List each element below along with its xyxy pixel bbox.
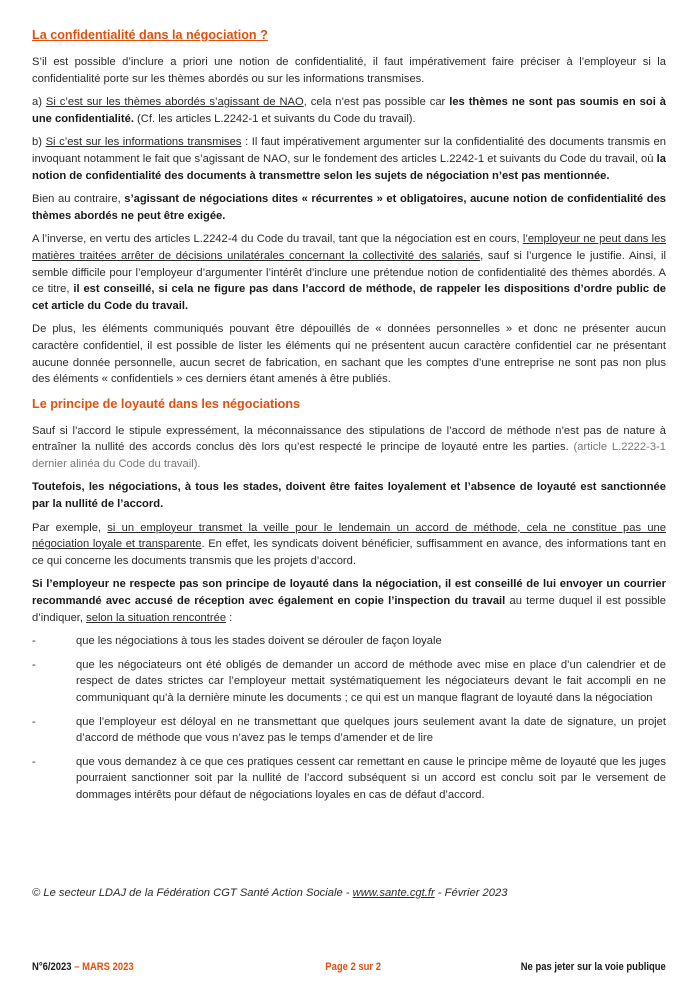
dash-bullet: - xyxy=(32,658,36,671)
list-item xyxy=(32,657,666,707)
text: au terme duquel il est possible d’indiquer, xyxy=(32,595,667,624)
footer-issue xyxy=(32,961,134,973)
bold-text: Si l’employeur ne respecte pas son principe de loyauté dans la négociation, il est conseillé de lui envoyer un courrier recommandé avec accusé de réception avec également en copie l’inspection du travail xyxy=(32,578,666,608)
footer-notice: Ne pas jeter sur la voie publique xyxy=(520,961,666,973)
list-prefix: b) xyxy=(32,136,46,149)
underlined-text: si un employeur transmet la veille pour le lendemain un accord de méthode, cela ne constitue pas une négociation loyale et transparente xyxy=(32,521,666,551)
bold-text: la notion de confidentialité des documents à transmettre selon les sujets de négociation n’est pas mentionnée. xyxy=(32,152,666,182)
main-content xyxy=(32,26,666,811)
text: Sauf si l’accord le stipule expressément, la méconnaissance des stipulations de l’accord de méthode n’est pas de nature à entraîner la nullité des accords conclus dès lors qu’est respecté le principe de loyauté entre les parties. xyxy=(32,424,666,454)
underlined-text: Si c’est sur les informations transmises xyxy=(45,136,242,149)
bold-text: il est conseillé, si cela ne figure pas dans l’accord de méthode, de rappeler les dispositions d’ordre public de cet article du Code du travail. xyxy=(32,283,667,312)
article-reference: (article L.2222-3-1 dernier alinéa du Code du travail). xyxy=(32,441,666,470)
text: : xyxy=(226,611,233,624)
list-prefix: a) xyxy=(32,96,46,109)
list-item xyxy=(32,633,666,650)
paragraph-a xyxy=(32,94,666,127)
paragraph-letter-advice xyxy=(32,576,666,626)
issue-number: N°6/2023 xyxy=(32,961,72,973)
underlined-text: l’employeur ne peut dans les matières traitées arrêter de décisions unilatérales concernant la collectivité des salariés xyxy=(32,233,666,262)
credit-suffix: - Février 2023 xyxy=(434,887,508,899)
paragraph-inverse xyxy=(32,231,666,314)
text: : Il faut impérativement argumenter sur la confidentialité des documents transmis en invoquant notamment le fait que s’agissant de NAO, sur le fondement des articles L.2242-1 et suivants du Code du travail, où xyxy=(32,136,666,165)
section-heading-loyalty: Le principe de loyauté dans les négociations xyxy=(32,396,301,411)
paragraph-intro: S’il est possible d’inclure a priori une notion de confidentialité, il faut impérativement faire préciser à l’employeur si la confidentialité porte sur les thèmes abordés ou sur les informations transmises. xyxy=(32,56,666,85)
paragraph-personal-data: De plus, les éléments communiqués pouvant être dépouillés de « données personnelles » et donc ne présenter aucun caractère confidentiel, il est possible de lister les éléments qui ne présentent aucun caractère confidentiel car ne présentant aucune donnée personnelle, aucun secret de fabrication, en sachant que les comptes d’une entreprise ne sont pas non plus des éléments « confidentiels » ces derniers étant amenés à être publiés. xyxy=(32,323,666,386)
paragraph-however xyxy=(32,479,666,512)
text: (Cf. les articles L.2242-1 et suivants du Code du travail). xyxy=(133,112,416,125)
credit-prefix: © Le secteur LDAJ de la Fédération CGT Santé Action Sociale - xyxy=(32,887,353,899)
text: Par exemple, xyxy=(32,521,108,534)
dash-bullet: - xyxy=(32,715,36,728)
dash-bullet: - xyxy=(32,635,36,648)
text: , cela n’est pas possible car xyxy=(303,96,450,109)
list-item-text: que l’employeur est déloyal en ne transmettant que quelques jours seulement avant la date de signature, un projet d’accord de méthode que vous n’avez pas le temps d’amender et de lire xyxy=(76,715,666,745)
list-item-text: que les négociateurs ont été obligés de demander un accord de méthode avec mise en place d’un calendrier et de respect de dates strictes car l’employeur mettait systématiquement les négociateurs devant le fait accompli en ne communiquant qu’à la dernière minute les documents ; ce qui est un manque flagrant de loyauté dans la négociation xyxy=(76,658,666,704)
text: Bien au contraire, xyxy=(32,193,125,206)
page-footer xyxy=(32,961,666,977)
paragraph-b xyxy=(32,134,666,184)
list-item-text: que les négociations à tous les stades doivent se dérouler de façon loyale xyxy=(76,635,442,648)
paragraph-method-agreement xyxy=(32,423,666,473)
underlined-text: selon la situation rencontrée xyxy=(86,611,227,624)
text: A l’inverse, en vertu des articles L.2242-4 du Code du travail, tant que la négociation est en cours, xyxy=(32,233,523,246)
bold-text: s’agissant de négociations dites « récurrentes » et obligatoires, aucune notion de confidentialité des thèmes abordés ne peut être exigée. xyxy=(32,193,667,222)
credit-line xyxy=(32,887,666,899)
list-item xyxy=(32,714,666,747)
dash-bullet: - xyxy=(32,755,36,768)
paragraph-recurring xyxy=(32,191,666,224)
page-number: Page 2 sur 2 xyxy=(325,961,382,973)
website-link[interactable]: www.sante.cgt.fr xyxy=(352,887,435,899)
list-item xyxy=(32,754,666,804)
list-item-text: que vous demandez à ce que ces pratiques cessent car remettant en cause le principe même de loyauté que les juges pourraient sanctionner soit par la nullité de l’accord subséquent si un accord est conclu soit par le versement de dommages intérêts pour défaut de négociations loyales en cas de défaut d’accord. xyxy=(76,755,666,801)
bold-text: les thèmes ne sont pas soumis en soi à une confidentialité. xyxy=(32,96,666,125)
argument-list xyxy=(32,633,666,803)
paragraph-example xyxy=(32,520,666,570)
text: , sauf si l’urgence le justifie. Ainsi, il semble difficile pour l’employeur d’argumenter l’intérêt d’inclure une prétendue notion de confidentialité des thèmes abordés. A ce titre, xyxy=(32,249,666,296)
section-heading-confidentiality: La confidentialité dans la négociation ? xyxy=(32,28,268,42)
underlined-text: Si c’est sur les thèmes abordés s’agissant de NAO xyxy=(45,96,304,109)
text: . En effet, les syndicats doivent bénéficier, suffisamment en avance, des informations tant en ce qui concerne les documents transmis que les projets d’accord. xyxy=(32,538,666,567)
bold-text: Toutefois, les négociations, à tous les stades, doivent être faites loyalement et l’absence de loyauté est sanctionnée par la nullité de l’accord. xyxy=(32,481,666,511)
issue-date: – MARS 2023 xyxy=(71,961,134,973)
